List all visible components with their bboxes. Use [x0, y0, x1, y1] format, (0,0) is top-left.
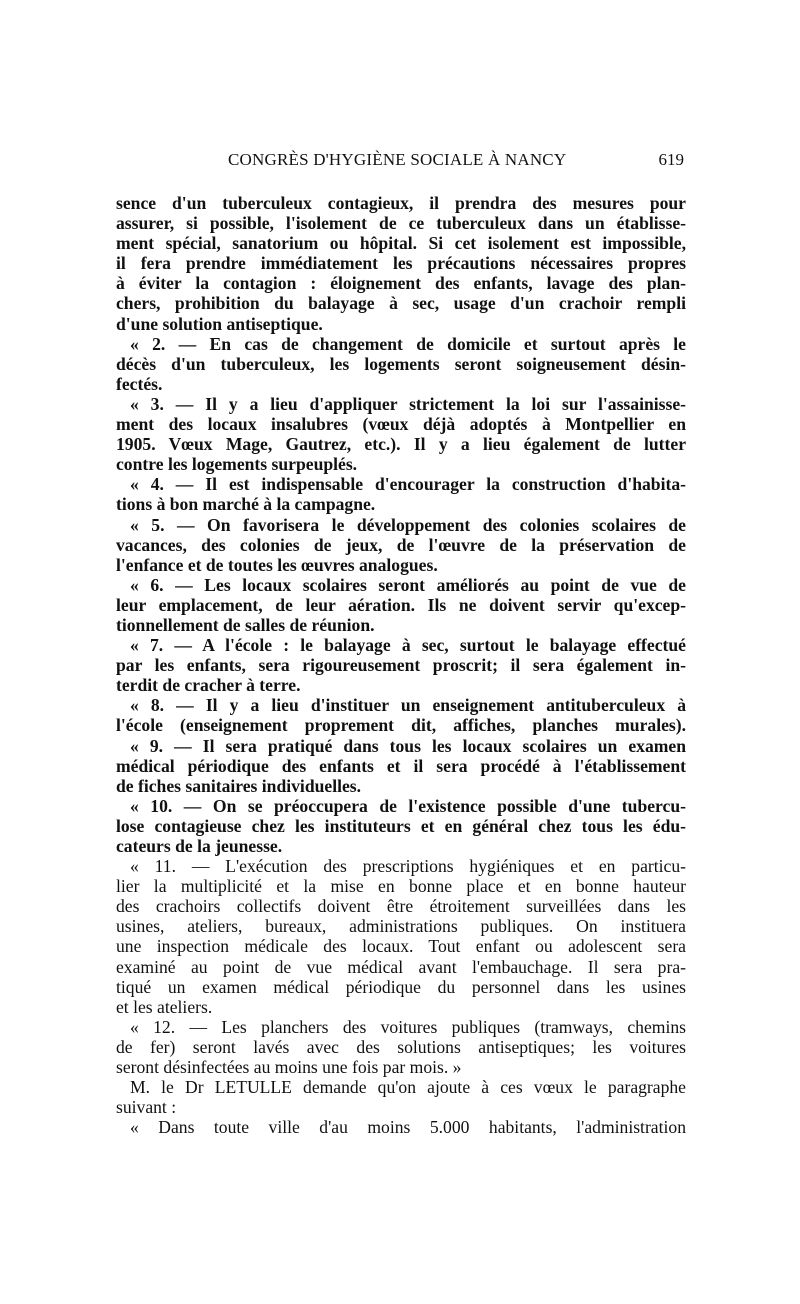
- text-line: contre les logements surpeuplés.: [116, 454, 358, 475]
- text-line: « 10. — On se préoccupera de l'existence possible d'une tubercu-: [130, 795, 686, 816]
- text-line: médical périodique des enfants et il sera procédé à l'établissement: [116, 755, 686, 776]
- text-line: tiqué un examen médical périodique du personnel dans les usines: [116, 976, 686, 997]
- text-line: « 12. — Les planchers des voitures publiques (tramways, chemins: [130, 1016, 686, 1037]
- running-head: [116, 150, 686, 174]
- text-line: « 3. — Il y a lieu d'appliquer strictement la loi sur l'assainisse-: [130, 393, 686, 414]
- text-line: et les ateliers.: [116, 996, 213, 1017]
- text-line: « 5. — On favorisera le développement des colonies scolaires de: [130, 514, 686, 535]
- text-line: à éviter la contagion : éloignement des enfants, lavage des plan-: [116, 273, 686, 294]
- text-line: « Dans toute ville d'au moins 5.000 habitants, l'administration: [130, 1117, 686, 1138]
- text-line: « 4. — Il est indispensable d'encourager la construction d'habita-: [130, 474, 686, 495]
- text-line: sence d'un tuberculeux contagieux, il prendra des mesures pour: [116, 193, 686, 213]
- text-line: chers, prohibition du balayage à sec, usage d'un crachoir rempli: [116, 293, 686, 314]
- text-line: examiné au point de vue médical avant l'embauchage. Il sera pra-: [116, 956, 686, 977]
- text-line: lose contagieuse chez les instituteurs et en général chez tous les édu-: [116, 815, 686, 836]
- text-line: lier la multiplicité et la mise en bonne place et en bonne hauteur: [116, 876, 686, 897]
- text-line: usines, ateliers, bureaux, administrations publiques. On instituera: [116, 916, 686, 937]
- page-number: 619: [658, 150, 684, 169]
- text-line: tionnellement de salles de réunion.: [116, 614, 375, 635]
- text-line: cateurs de la jeunesse.: [116, 836, 283, 856]
- text-line: de fer) seront lavés avec des solutions antiseptiques; les voitures: [116, 1036, 686, 1057]
- text-line: terdit de cracher à terre.: [116, 675, 301, 696]
- text-line: tions à bon marché à la campagne.: [116, 494, 376, 515]
- text-line: vacances, des colonies de jeux, de l'œuvre de la préservation de: [116, 534, 686, 555]
- text-line: décès d'un tuberculeux, les logements seront soigneusement désin-: [116, 353, 686, 374]
- running-title: CONGRÈS D'HYGIÈNE SOCIALE À NANCY: [228, 150, 567, 169]
- text-line: l'enfance et de toutes les œuvres analogues.: [116, 554, 438, 575]
- text-line: de fiches sanitaires individuelles.: [116, 775, 362, 796]
- text-line: l'école (enseignement proprement dit, affiches, planches murales).: [116, 715, 686, 736]
- text-line: fectés.: [116, 373, 163, 394]
- text-line: « 8. — Il y a lieu d'instituer un enseignement antituberculeux à: [130, 695, 686, 716]
- text-line: leur emplacement, de leur aération. Ils ne doivent servir qu'excep-: [116, 594, 686, 615]
- text-line: « 2. — En cas de changement de domicile et surtout après le: [130, 333, 686, 354]
- text-line: « 6. — Les locaux scolaires seront améliorés au point de vue de: [130, 574, 686, 595]
- text-line: ment spécial, sanatorium ou hôpital. Si cet isolement est impossible,: [116, 233, 686, 254]
- text-line: « 9. — Il sera pratiqué dans tous les locaux scolaires un examen: [130, 735, 686, 756]
- text-line: « 11. — L'exécution des prescriptions hygiéniques et en particu-: [130, 856, 686, 877]
- text-line: M. le Dr LETULLE demande qu'on ajoute à ces vœux le paragraphe: [130, 1077, 686, 1098]
- text-line: il fera prendre immédiatement les précautions nécessaires propres: [116, 253, 686, 274]
- text-line: suivant :: [116, 1097, 177, 1118]
- text-line: assurer, si possible, l'isolement de ce tuberculeux dans un établisse-: [116, 213, 686, 234]
- text-line: une inspection médicale des locaux. Tout enfant ou adolescent sera: [116, 936, 686, 957]
- text-line: d'une solution antiseptique.: [116, 313, 323, 334]
- text-line: par les enfants, sera rigoureusement proscrit; il sera également in-: [116, 655, 686, 676]
- text-line: des crachoirs collectifs doivent être étroitement surveillées dans les: [116, 896, 686, 917]
- text-line: « 7. — A l'école : le balayage à sec, surtout le balayage effectué: [130, 635, 686, 656]
- text-line: ment des locaux insalubres (vœux déjà adoptés à Montpellier en: [116, 414, 686, 435]
- body-text: [116, 193, 686, 1137]
- text-line: 1905. Vœux Mage, Gautrez, etc.). Il y a lieu également de lutter: [116, 434, 686, 455]
- text-line: seront désinfectées au moins une fois par mois. »: [116, 1057, 462, 1078]
